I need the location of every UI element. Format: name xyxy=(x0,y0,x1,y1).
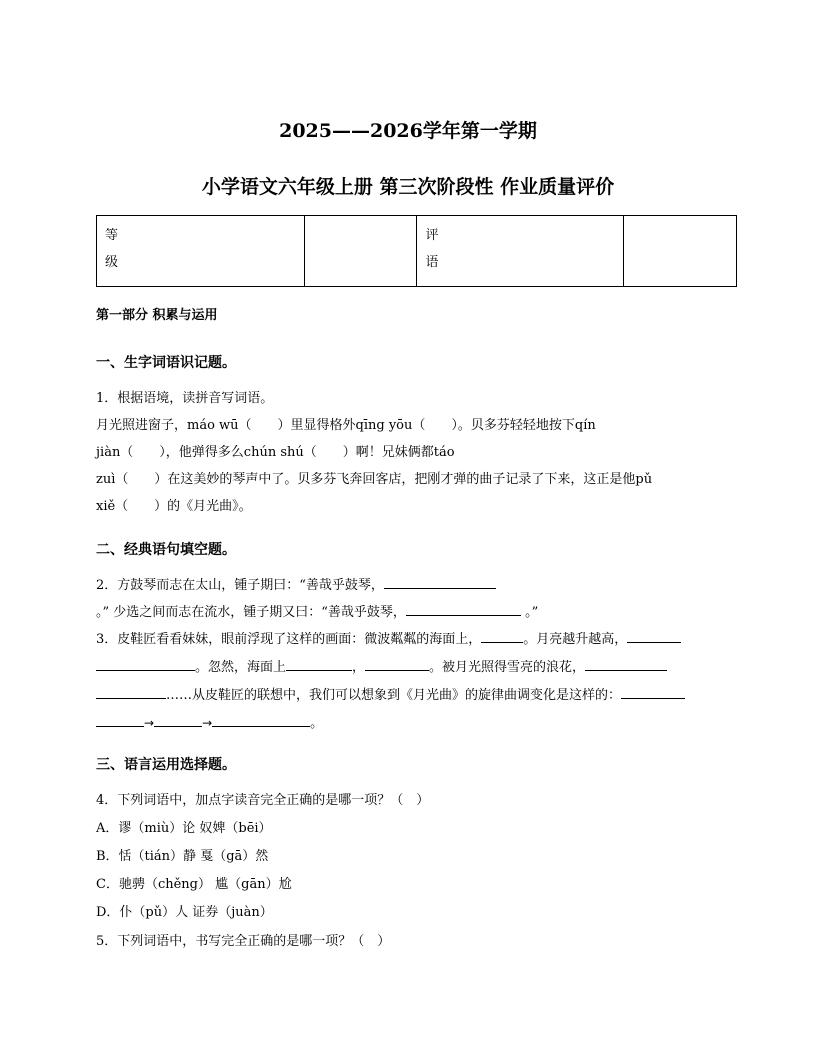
q1-line: jiàn（ ），他弹得多么chún shú（ ）啊！兄妹俩都táo xyxy=(96,445,455,460)
answer-blank[interactable] xyxy=(384,575,496,589)
q1-line: zuì（ ）在这美妙的琴声中了。贝多芬飞奔回客店，把刚才弹的曲子记录了下来，这正是他pǔ xyxy=(96,472,653,487)
q1-line: xiě（ ）的《月光曲》。 xyxy=(96,499,252,514)
answer-blank[interactable] xyxy=(154,713,202,727)
q2-text: 。” xyxy=(520,605,539,620)
q4-stem: 4．下列词语中，加点字读音完全正确的是哪一项？（ ） xyxy=(96,793,430,808)
q4-option-c[interactable]: C．驰骋（chěng） 尴（gān）尬 xyxy=(96,877,292,892)
q2-text: 。” 少选之间而志在流水，锺子期又曰：“善哉乎鼓琴， xyxy=(96,605,406,620)
part-heading: 第一部分 积累与运用 xyxy=(96,308,218,323)
answer-blank[interactable] xyxy=(96,657,195,671)
q3-text: ， xyxy=(352,660,366,675)
arrow-icon: → xyxy=(202,716,213,730)
page-subtitle: 小学语文六年级上册 第三次阶段性 作业质量评价 xyxy=(201,176,615,198)
q3-text: 。忽然，海面上 xyxy=(195,660,287,675)
q3-text: ……从皮鞋匠的联想中，我们可以想象到《月光曲》的旋律曲调变化是这样的： xyxy=(166,688,622,703)
section-heading-1: 一、生字词语识记题。 xyxy=(96,355,236,371)
comment-label-2: 语 xyxy=(425,255,439,270)
q3-text: 。被月光照得雪亮的浪花， xyxy=(429,660,586,675)
grade-table xyxy=(96,215,737,287)
q4-option-d[interactable]: D．仆（pǔ）人 证券（juàn） xyxy=(96,905,273,920)
grade-label-2: 级 xyxy=(105,255,119,270)
q2-text: 2．方鼓琴而志在太山，锺子期曰：“善哉乎鼓琴， xyxy=(96,578,384,593)
q3-text: 。 xyxy=(310,716,324,731)
answer-blank[interactable] xyxy=(585,657,667,671)
q3-text: 3．皮鞋匠看看妹妹，眼前浮现了这样的画面：微波粼粼的海面上， xyxy=(96,632,482,647)
q2-line xyxy=(96,601,538,620)
answer-blank[interactable] xyxy=(96,713,144,727)
section-heading-3: 三、语言运用选择题。 xyxy=(96,757,236,773)
page-title: 2025——2026学年第一学期 xyxy=(279,120,537,142)
q2-line xyxy=(96,574,496,593)
answer-blank[interactable] xyxy=(96,685,166,699)
q4-option-a[interactable]: A．谬（miù）论 奴婢（bēi） xyxy=(96,821,272,836)
q5-stem: 5．下列词语中，书写完全正确的是哪一项？（ ） xyxy=(96,934,391,949)
grade-label-cell xyxy=(97,216,305,287)
answer-blank[interactable] xyxy=(621,685,685,699)
answer-blank[interactable] xyxy=(212,713,310,727)
q1-line: 月光照进窗子，máo wū（ ）里显得格外qīng yōu（ ）。贝多芬轻轻地按下qín xyxy=(96,418,596,433)
answer-blank[interactable] xyxy=(627,629,681,643)
answer-blank[interactable] xyxy=(481,629,523,643)
answer-blank[interactable] xyxy=(406,602,521,616)
comment-label-cell xyxy=(417,216,624,287)
answer-blank[interactable] xyxy=(286,657,352,671)
q3-line xyxy=(96,628,681,647)
comment-value-cell[interactable] xyxy=(624,216,737,287)
grade-value-cell[interactable] xyxy=(304,216,417,287)
q1-intro: 1．根据语境，读拼音写词语。 xyxy=(96,391,274,406)
q3-text: 。月亮越升越高， xyxy=(523,632,628,647)
answer-blank[interactable] xyxy=(365,657,429,671)
comment-label-1: 评 xyxy=(425,228,439,243)
q3-line xyxy=(96,712,323,731)
arrow-icon: → xyxy=(144,716,155,730)
q3-line xyxy=(96,684,685,703)
grade-label-1: 等 xyxy=(105,228,119,243)
q4-option-b[interactable]: B．恬（tián）静 戛（gā）然 xyxy=(96,849,269,864)
q3-line xyxy=(96,656,667,675)
section-heading-2: 二、经典语句填空题。 xyxy=(96,542,236,558)
